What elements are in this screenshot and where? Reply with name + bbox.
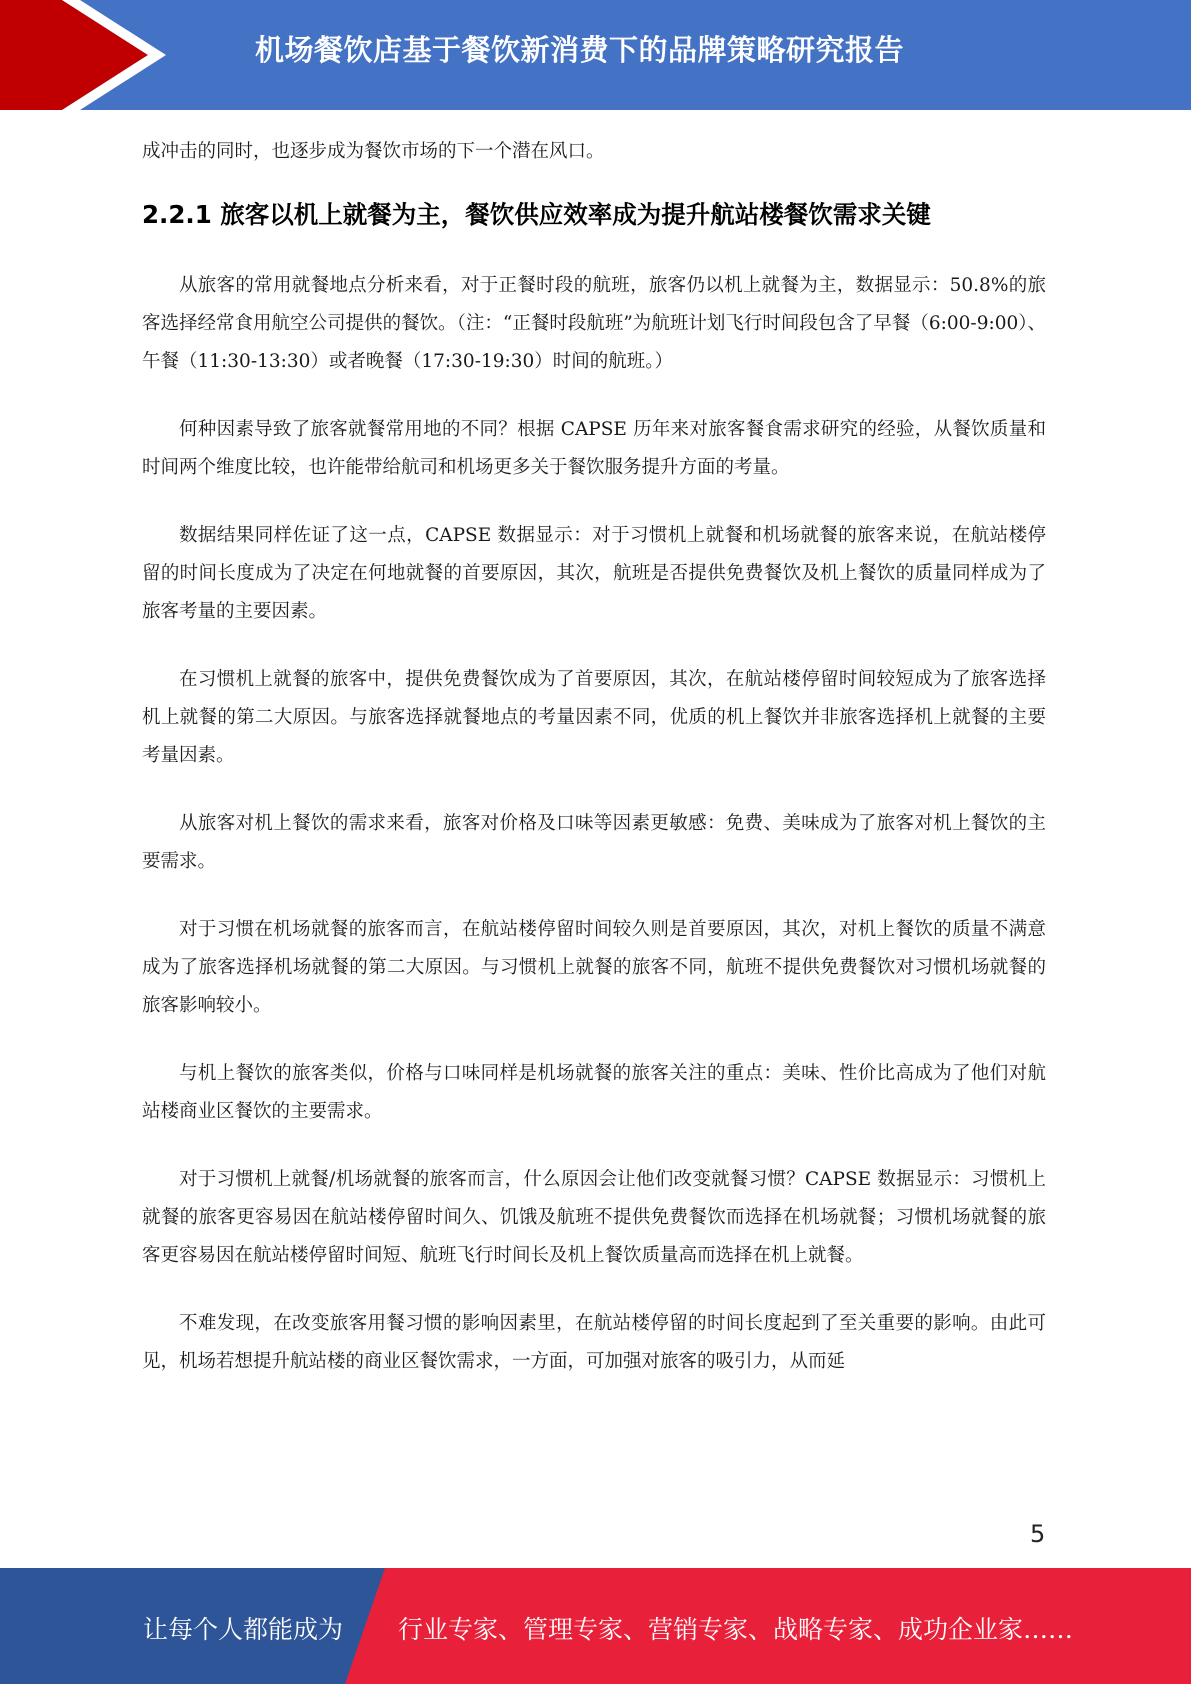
paragraph-5: 从旅客对机上餐饮的需求来看，旅客对价格及口味等因素更敏感：免费、美味成为了旅客对机上餐饮的主要需求。: [142, 813, 1046, 872]
paragraph-1: 从旅客的常用就餐地点分析来看，对于正餐时段的航班，旅客仍以机上就餐为主，数据显示：50.8%的旅客选择经常食用航空公司提供的餐饮。（注：“正餐时段航班”为航班计划飞行时间段包含了早餐（6:00-9:00）、午餐（11:30-13:30）或者晚餐（17:30-19:30）时间的航班。）: [142, 275, 1046, 372]
paragraph-4: 在习惯机上就餐的旅客中，提供免费餐饮成为了首要原因，其次，在航站楼停留时间较短成为了旅客选择机上就餐的第二大原因。与旅客选择就餐地点的考量因素不同，优质的机上餐饮并非旅客选择机上就餐的主要考量因素。: [142, 669, 1046, 766]
footer-slogan-left: 让每个人都能成为: [143, 1615, 344, 1644]
section-heading: 2.2.1 旅客以机上就餐为主，餐饮供应效率成为提升航站楼餐饮需求关键: [142, 200, 931, 229]
paragraph-2: 何种因素导致了旅客就餐常用地的不同？根据 CAPSE 历年来对旅客餐食需求研究的经验，从餐饮质量和时间两个维度比较，也许能带给航司和机场更多关于餐饮服务提升方面的考量。: [142, 419, 1046, 478]
page-header: [0, 0, 1191, 110]
page-content: [142, 133, 1046, 1381]
paragraph-9: 不难发现，在改变旅客用餐习惯的影响因素里，在航站楼停留的时间长度起到了至关重要的影响。由此可见，机场若想提升航站楼的商业区餐饮需求，一方面，可加强对旅客的吸引力，从而延: [142, 1313, 1046, 1372]
document-title: 机场餐饮店基于餐饮新消费下的品牌策略研究报告: [255, 33, 905, 67]
paragraph-8: 对于习惯机上就餐/机场就餐的旅客而言，什么原因会让他们改变就餐习惯？CAPSE 数据显示：习惯机上就餐的旅客更容易因在航站楼停留时间久、饥饿及航班不提供免费餐饮而选择在机场就餐；习惯机场就餐的旅客更容易因在航站楼停留时间短、航班飞行时间长及机上餐饮质量高而选择在机上就餐。: [142, 1169, 1046, 1266]
paragraph-6: 对于习惯在机场就餐的旅客而言，在航站楼停留时间较久则是首要原因，其次，对机上餐饮的质量不满意成为了旅客选择机场就餐的第二大原因。与习惯机上就餐的旅客不同，航班不提供免费餐饮对习惯机场就餐的旅客影响较小。: [142, 919, 1046, 1016]
continued-paragraph: 成冲击的同时，也逐步成为餐饮市场的下一个潜在风口。: [142, 141, 605, 162]
page-number: 5: [1030, 1520, 1046, 1548]
paragraph-7: 与机上餐饮的旅客类似，价格与口味同样是机场就餐的旅客关注的重点：美味、性价比高成为了他们对航站楼商业区餐饮的主要需求。: [142, 1063, 1046, 1122]
footer-slogan-right: 行业专家、管理专家、营销专家、战略专家、成功企业家……: [398, 1615, 1074, 1644]
page-footer: [0, 1568, 1191, 1684]
paragraph-3: 数据结果同样佐证了这一点，CAPSE 数据显示：对于习惯机上就餐和机场就餐的旅客来说，在航站楼停留的时间长度成为了决定在何地就餐的首要原因，其次，航班是否提供免费餐饮及机上餐饮的质量同样成为了旅客考量的主要因素。: [142, 525, 1046, 622]
